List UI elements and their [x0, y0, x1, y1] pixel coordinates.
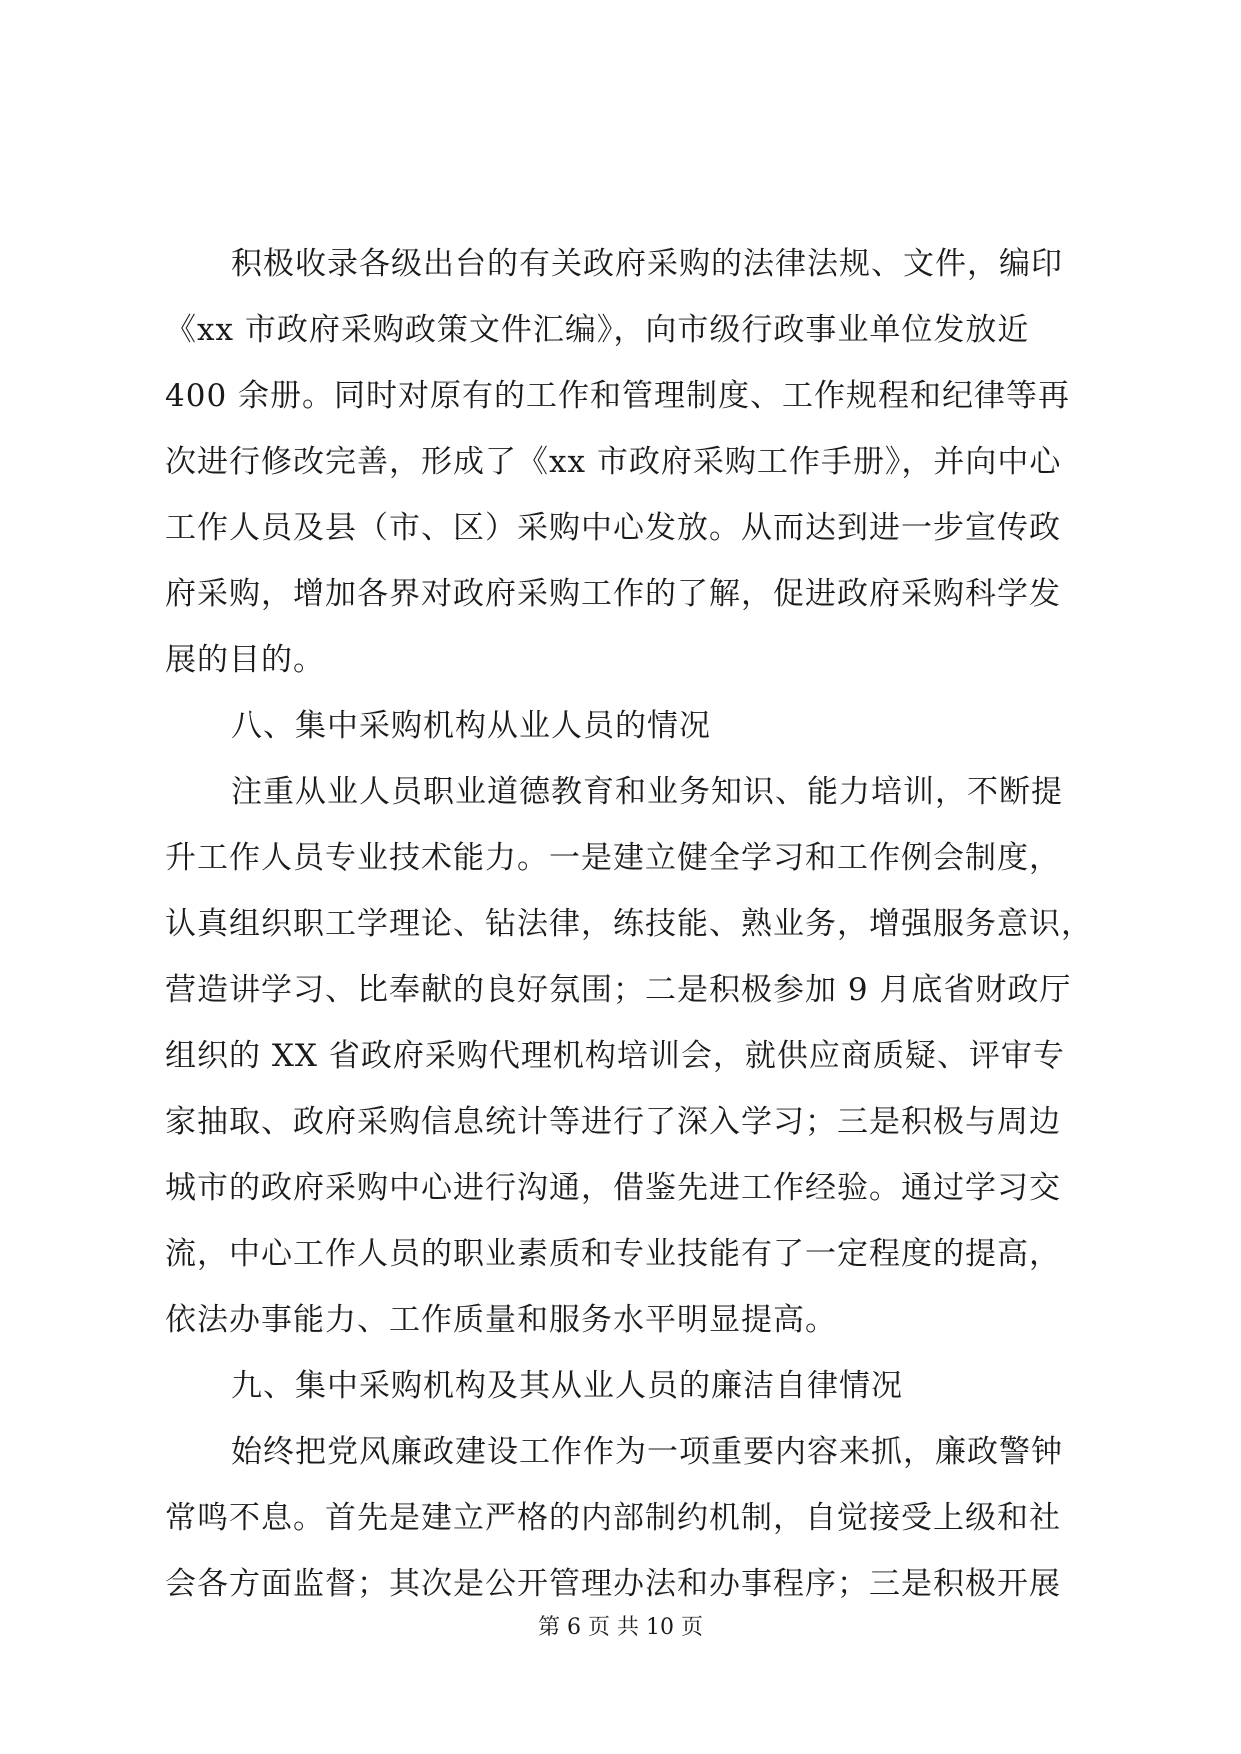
text-line: 400 余册。同时对原有的工作和管理制度、工作规程和纪律等再	[165, 378, 1071, 414]
text-line: 城市的政府采购中心进行沟通，借鉴先进工作经验。通过学习交	[165, 1170, 1061, 1206]
section-heading: 九、集中采购机构及其从业人员的廉洁自律情况	[231, 1368, 903, 1404]
text-line: 升工作人员专业技术能力。一是建立健全学习和工作例会制度，	[165, 840, 1061, 876]
text-line: 次进行修改完善，形成了《xx 市政府采购工作手册》，并向中心	[165, 444, 1062, 480]
text-line: 注重从业人员职业道德教育和业务知识、能力培训，不断提	[231, 774, 1063, 810]
text-line: 《xx 市政府采购政策文件汇编》，向市级行政事业单位发放近	[165, 312, 1030, 348]
text-line: 工作人员及县（市、区）采购中心发放。从而达到进一步宣传政	[165, 510, 1061, 546]
page-footer: 第 6 页 共 10 页	[538, 1615, 703, 1640]
text-line: 会各方面监督；其次是公开管理办法和办事程序；三是积极开展	[165, 1566, 1061, 1602]
text-line: 积极收录各级出台的有关政府采购的法律法规、文件，编印	[231, 246, 1063, 282]
text-line: 流，中心工作人员的职业素质和专业技能有了一定程度的提高，	[165, 1236, 1061, 1272]
text-line: 组织的 XX 省政府采购代理机构培训会，就供应商质疑、评审专	[165, 1038, 1065, 1074]
text-line: 府采购，增加各界对政府采购工作的了解，促进政府采购科学发	[165, 576, 1061, 612]
text-line: 认真组织职工学理论、钻法律，练技能、熟业务，增强服务意识，	[165, 906, 1093, 942]
text-line: 常鸣不息。首先是建立严格的内部制约机制，自觉接受上级和社	[165, 1500, 1061, 1536]
section-heading: 八、集中采购机构从业人员的情况	[231, 708, 711, 744]
text-line: 始终把党风廉政建设工作作为一项重要内容来抓，廉政警钟	[231, 1434, 1063, 1470]
text-line: 家抽取、政府采购信息统计等进行了深入学习；三是积极与周边	[165, 1104, 1061, 1140]
text-line: 依法办事能力、工作质量和服务水平明显提高。	[165, 1302, 837, 1338]
text-line: 营造讲学习、比奉献的良好氛围；二是积极参加 9 月底省财政厅	[165, 972, 1072, 1008]
text-line: 展的目的。	[165, 642, 325, 678]
